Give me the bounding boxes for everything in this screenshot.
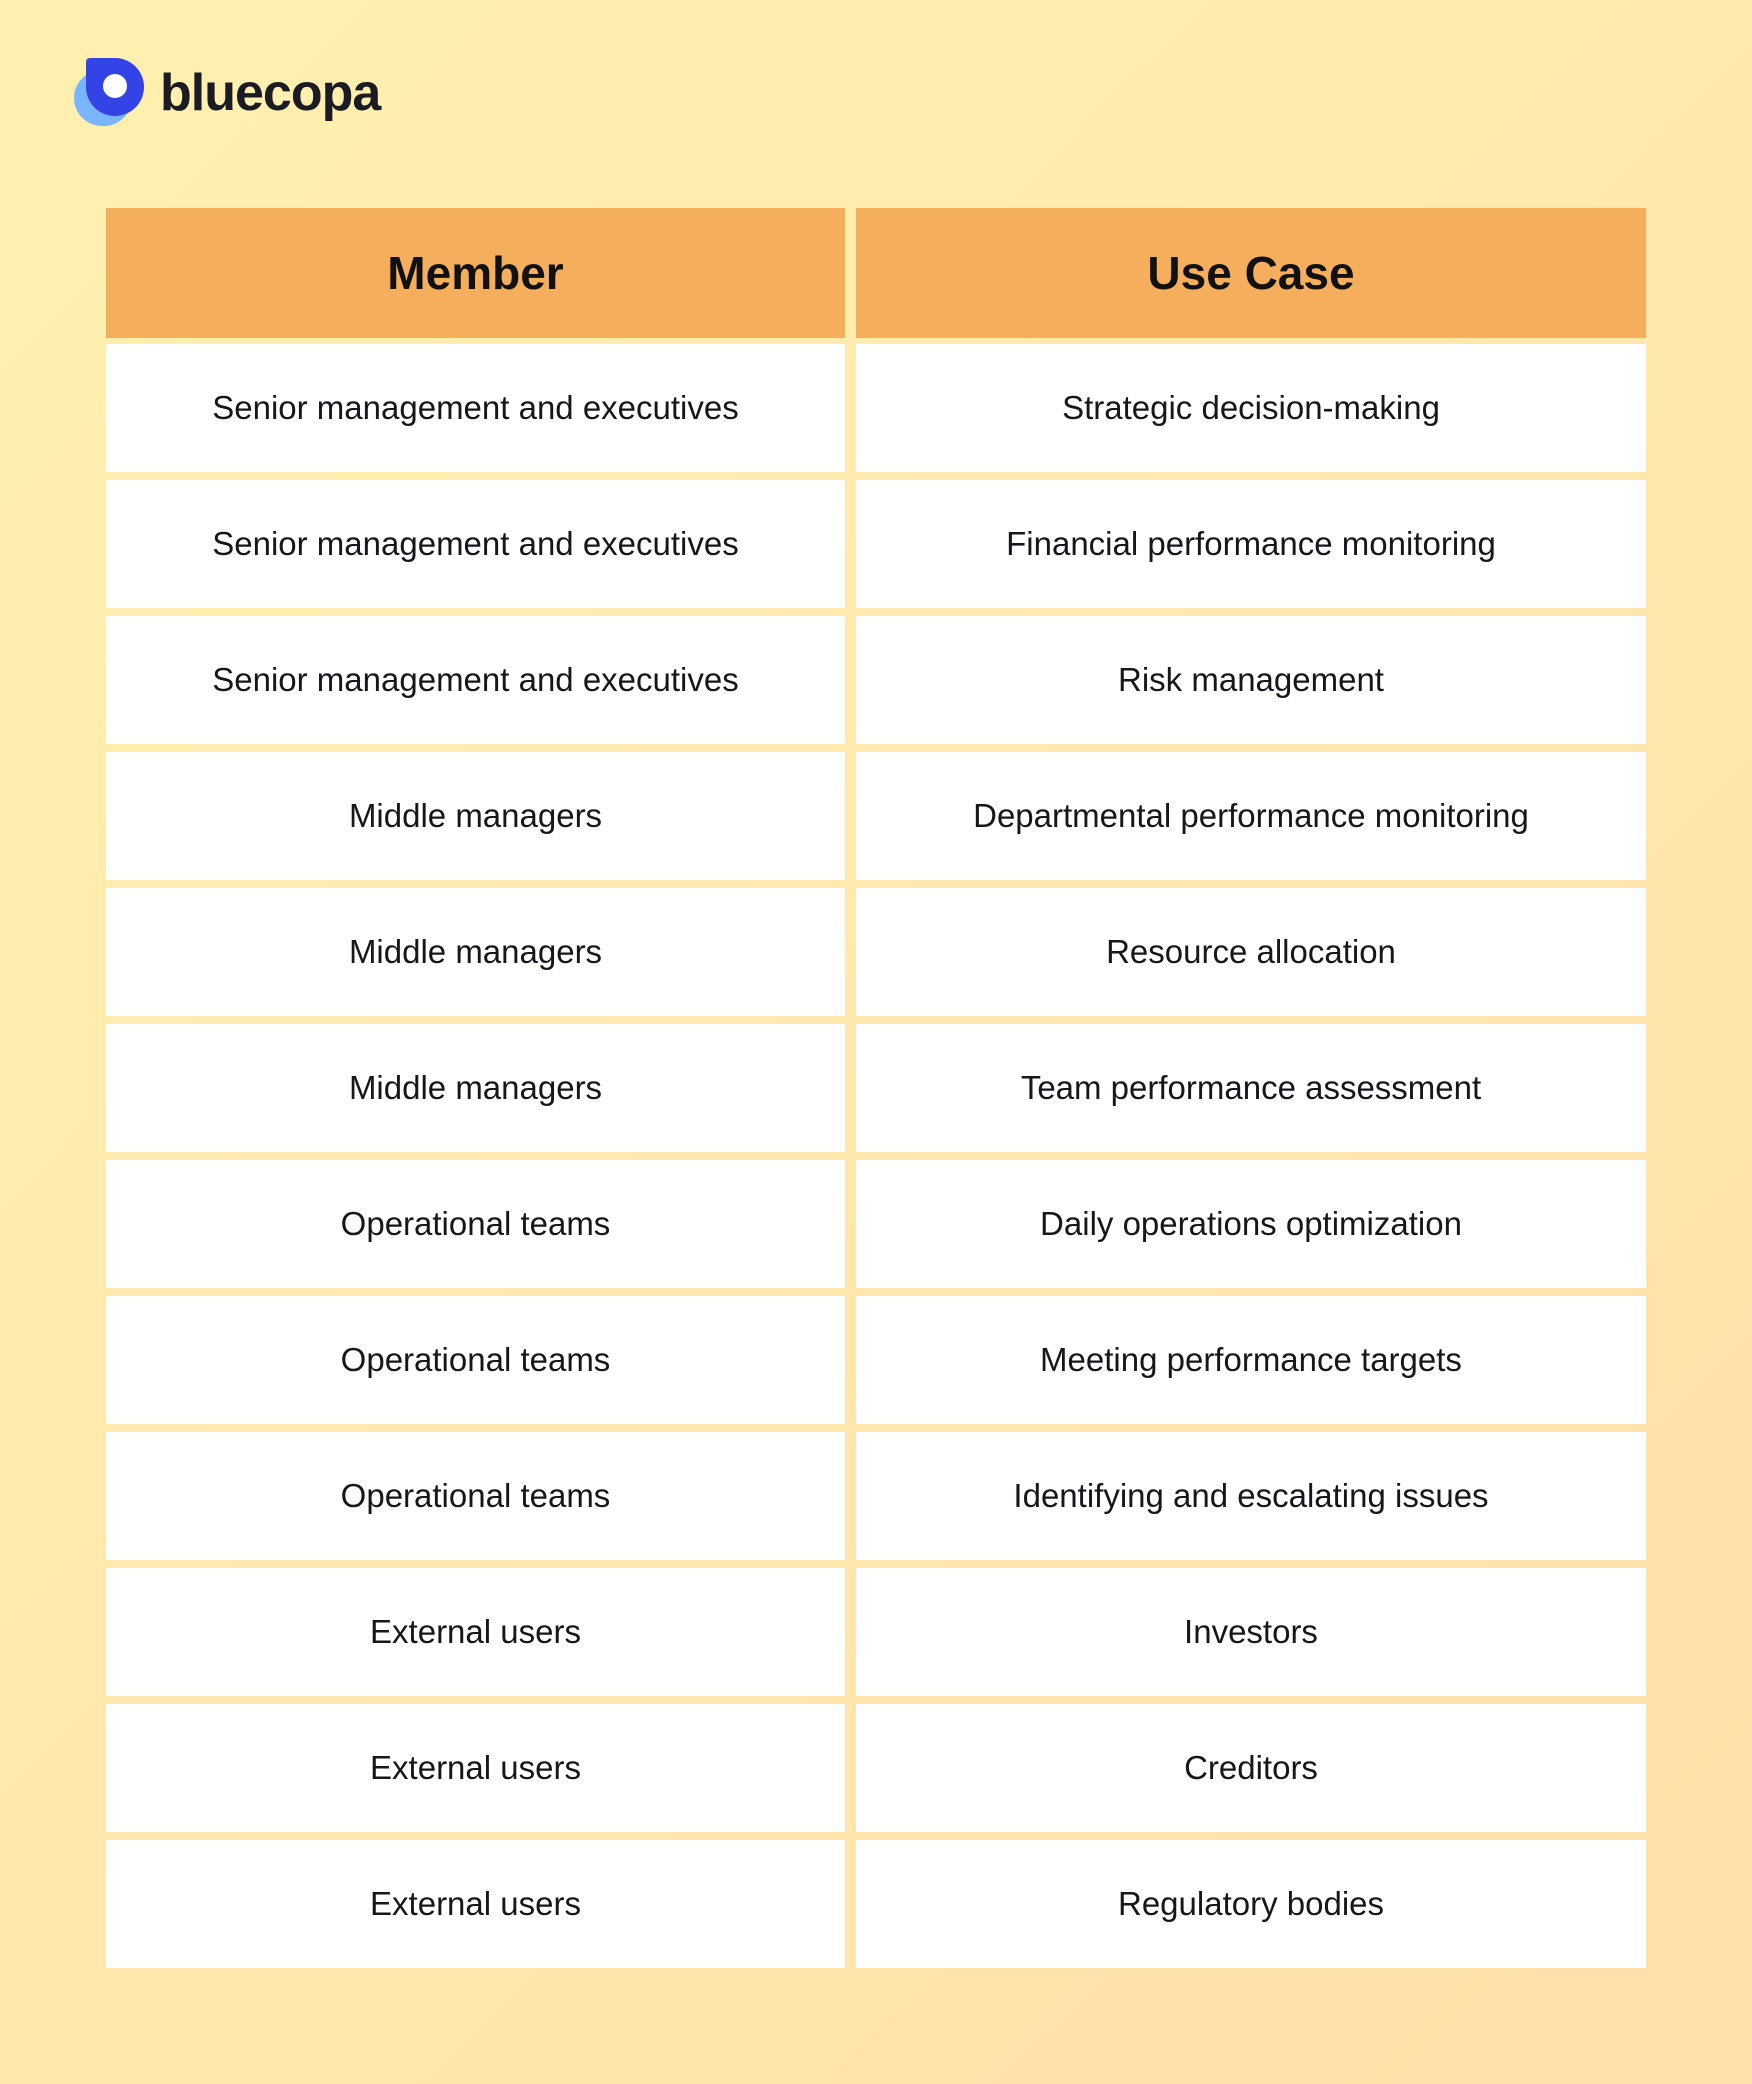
member-cell: Middle managers bbox=[106, 888, 845, 1016]
bluecopa-logo bbox=[74, 58, 380, 128]
table-row bbox=[106, 1704, 1646, 1832]
member-cell: External users bbox=[106, 1840, 845, 1968]
use-case-cell: Identifying and escalating issues bbox=[856, 1432, 1646, 1560]
use-case-cell: Risk management bbox=[856, 616, 1646, 744]
use-case-cell: Strategic decision-making bbox=[856, 344, 1646, 472]
use-case-cell: Financial performance monitoring bbox=[856, 480, 1646, 608]
member-cell: Middle managers bbox=[106, 752, 845, 880]
table-row bbox=[106, 888, 1646, 1016]
brand-name: bluecopa bbox=[160, 64, 381, 122]
use-case-cell: Creditors bbox=[856, 1704, 1646, 1832]
use-case-cell: Regulatory bodies bbox=[856, 1840, 1646, 1968]
use-case-cell: Resource allocation bbox=[856, 888, 1646, 1016]
use-case-cell: Departmental performance monitoring bbox=[856, 752, 1646, 880]
use-case-cell: Team performance assessment bbox=[856, 1024, 1646, 1152]
member-cell: External users bbox=[106, 1568, 845, 1696]
use-case-cell: Meeting performance targets bbox=[856, 1296, 1646, 1424]
member-cell: External users bbox=[106, 1704, 845, 1832]
use-case-cell: Daily operations optimization bbox=[856, 1160, 1646, 1288]
table-row bbox=[106, 1840, 1646, 1968]
column-header-member: Member bbox=[106, 208, 845, 338]
member-cell: Operational teams bbox=[106, 1432, 845, 1560]
table-row bbox=[106, 1160, 1646, 1288]
table-row bbox=[106, 1568, 1646, 1696]
column-header-use-case: Use Case bbox=[856, 208, 1646, 338]
table-row bbox=[106, 480, 1646, 608]
member-cell: Middle managers bbox=[106, 1024, 845, 1152]
member-cell: Senior management and executives bbox=[106, 616, 845, 744]
member-cell: Senior management and executives bbox=[106, 480, 845, 608]
bluecopa-logo-icon bbox=[74, 58, 144, 128]
table-row bbox=[106, 752, 1646, 880]
table-row bbox=[106, 1296, 1646, 1424]
use-case-cell: Investors bbox=[856, 1568, 1646, 1696]
member-cell: Operational teams bbox=[106, 1160, 845, 1288]
table-header-row bbox=[106, 208, 1646, 338]
table-row bbox=[106, 1432, 1646, 1560]
table-row bbox=[106, 1024, 1646, 1152]
member-use-case-table bbox=[106, 208, 1646, 1976]
table-row bbox=[106, 616, 1646, 744]
member-cell: Operational teams bbox=[106, 1296, 845, 1424]
member-cell: Senior management and executives bbox=[106, 344, 845, 472]
table-row bbox=[106, 344, 1646, 472]
